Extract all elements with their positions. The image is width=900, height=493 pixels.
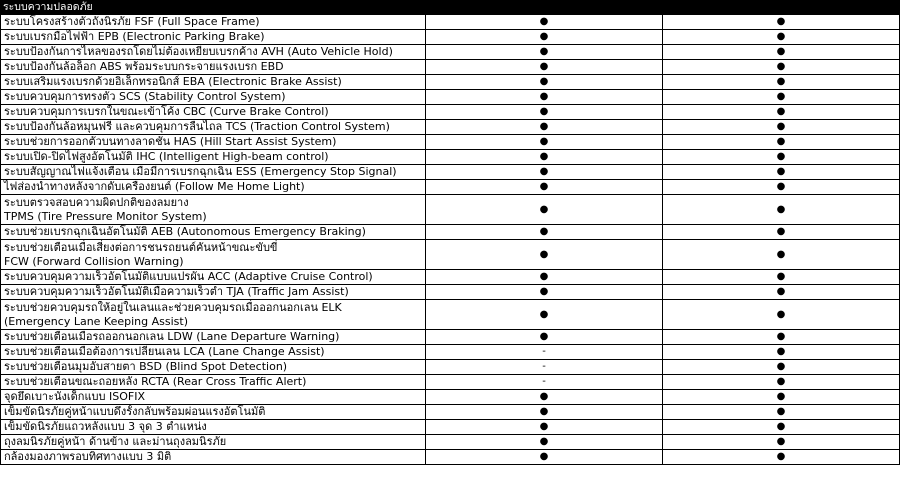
feature-name-cell — [1, 225, 426, 240]
section-title: ระบบความปลอดภัย — [0, 0, 900, 14]
feature-name-line: ระบบช่วยควบคุมรถให้อยู่ในเลนและช่วยควบคุมรถเมื่อออกนอกเลน ELK — [4, 300, 342, 314]
variant-2-value: ● — [663, 345, 900, 360]
variant-2-value: ● — [663, 105, 900, 120]
table-row — [1, 180, 900, 195]
feature-name-line: ระบบควบคุมความเร็วอัตโนมัติแบบแปรผัน ACC (Adaptive Cruise Control) — [4, 270, 373, 283]
variant-2-value: ● — [663, 45, 900, 60]
feature-name-line: ระบบป้องกันล้อหมุนฟรี และควบคุมการลื่นไถล TCS (Traction Control System) — [4, 120, 390, 133]
table-row — [1, 60, 900, 75]
feature-name-cell — [1, 360, 426, 375]
table-row — [1, 405, 900, 420]
table-row — [1, 45, 900, 60]
variant-1-value: - — [426, 360, 663, 375]
feature-name-line: ระบบช่วยเตือนขณะถอยหลัง RCTA (Rear Cross Traffic Alert) — [4, 375, 307, 388]
variant-2-value: ● — [663, 360, 900, 375]
table-row — [1, 90, 900, 105]
variant-2-value: ● — [663, 75, 900, 90]
variant-1-value: ● — [426, 450, 663, 465]
feature-name-line: กล้องมองภาพรอบทิศทางแบบ 3 มิติ — [4, 450, 172, 463]
safety-features-table — [0, 14, 900, 465]
feature-name-cell — [1, 180, 426, 195]
variant-1-value: ● — [426, 45, 663, 60]
variant-2-value: ● — [663, 285, 900, 300]
variant-1-value: ● — [426, 300, 663, 330]
variant-1-value: ● — [426, 225, 663, 240]
variant-2-value: ● — [663, 195, 900, 225]
variant-2-value: ● — [663, 270, 900, 285]
table-row — [1, 435, 900, 450]
variant-2-value: ● — [663, 450, 900, 465]
feature-name-cell — [1, 30, 426, 45]
feature-name-cell — [1, 60, 426, 75]
variant-2-value: ● — [663, 405, 900, 420]
table-row — [1, 300, 900, 330]
variant-2-value: ● — [663, 375, 900, 390]
feature-name-cell — [1, 345, 426, 360]
variant-1-value: ● — [426, 135, 663, 150]
variant-2-value: ● — [663, 435, 900, 450]
table-row — [1, 195, 900, 225]
variant-2-value: ● — [663, 420, 900, 435]
table-row — [1, 375, 900, 390]
variant-2-value: ● — [663, 150, 900, 165]
variant-1-value: ● — [426, 180, 663, 195]
variant-1-value: ● — [426, 195, 663, 225]
variant-1-value: ● — [426, 120, 663, 135]
feature-name-cell — [1, 105, 426, 120]
feature-name-line: (Emergency Lane Keeping Assist) — [4, 314, 189, 328]
feature-name-line: ระบบช่วยเบรกฉุกเฉินอัตโนมัติ AEB (Autonomous Emergency Braking) — [4, 225, 366, 238]
table-row — [1, 75, 900, 90]
table-row — [1, 285, 900, 300]
feature-name-line: ระบบเสริมแรงเบรกด้วยอิเล็กทรอนิกส์ EBA (Electronic Brake Assist) — [4, 75, 342, 88]
variant-2-value: ● — [663, 120, 900, 135]
variant-2-value: ● — [663, 90, 900, 105]
variant-2-value: ● — [663, 135, 900, 150]
feature-name-cell — [1, 195, 426, 225]
variant-1-value: ● — [426, 15, 663, 30]
feature-name-cell — [1, 420, 426, 435]
table-row — [1, 150, 900, 165]
variant-2-value: ● — [663, 165, 900, 180]
variant-1-value: ● — [426, 75, 663, 90]
variant-1-value: ● — [426, 390, 663, 405]
feature-name-cell — [1, 90, 426, 105]
feature-name-cell — [1, 75, 426, 90]
feature-name-line: ระบบสัญญาณไฟแจ้งเตือน เมื่อมีการเบรกฉุกเฉิน ESS (Emergency Stop Signal) — [4, 165, 397, 178]
feature-name-line: เข็มขัดนิรภัยแถวหลังแบบ 3 จุด 3 ตำแหน่ง — [4, 420, 207, 433]
feature-name-cell — [1, 120, 426, 135]
feature-name-cell — [1, 330, 426, 345]
feature-name-cell — [1, 300, 426, 330]
variant-2-value: ● — [663, 240, 900, 270]
table-row — [1, 390, 900, 405]
feature-name-cell — [1, 435, 426, 450]
variant-2-value: ● — [663, 15, 900, 30]
variant-1-value: - — [426, 345, 663, 360]
variant-2-value: ● — [663, 60, 900, 75]
feature-name-line: ระบบช่วยการออกตัวบนทางลาดชัน HAS (Hill Start Assist System) — [4, 135, 337, 148]
variant-1-value: ● — [426, 285, 663, 300]
table-row — [1, 135, 900, 150]
feature-name-line: ระบบป้องกันล้อล็อก ABS พร้อมระบบกระจายแรงเบรก EBD — [4, 60, 284, 73]
variant-1-value: - — [426, 375, 663, 390]
feature-name-cell — [1, 135, 426, 150]
variant-2-value: ● — [663, 300, 900, 330]
variant-1-value: ● — [426, 60, 663, 75]
feature-name-cell — [1, 390, 426, 405]
table-row — [1, 240, 900, 270]
feature-name-line: ระบบช่วยเตือนเมื่อรถออกนอกเลน LDW (Lane Departure Warning) — [4, 330, 340, 343]
feature-name-cell — [1, 165, 426, 180]
feature-name-line: ระบบช่วยเตือนมุมอับสายตา BSD (Blind Spot Detection) — [4, 360, 288, 373]
feature-name-line: ระบบโครงสร้างตัวถังนิรภัย FSF (Full Space Frame) — [4, 15, 260, 28]
table-row — [1, 15, 900, 30]
variant-2-value: ● — [663, 30, 900, 45]
table-row — [1, 120, 900, 135]
variant-1-value: ● — [426, 165, 663, 180]
table-row — [1, 30, 900, 45]
variant-1-value: ● — [426, 435, 663, 450]
variant-1-value: ● — [426, 150, 663, 165]
table-body — [1, 15, 900, 465]
feature-name-line: จุดยึดเบาะนั่งเด็กแบบ ISOFIX — [4, 390, 146, 403]
feature-name-cell — [1, 150, 426, 165]
table-row — [1, 360, 900, 375]
table-row — [1, 105, 900, 120]
feature-name-line: เข็มขัดนิรภัยคู่หน้าแบบดึงรั้งกลับพร้อมผ่อนแรงอัตโนมัติ — [4, 405, 266, 418]
variant-1-value: ● — [426, 30, 663, 45]
feature-name-line: ระบบช่วยเตือนเมื่อต้องการเปลี่ยนเลน LCA (Lane Change Assist) — [4, 345, 325, 358]
table-row — [1, 450, 900, 465]
feature-name-line: ระบบตรวจสอบความผิดปกติของลมยาง — [4, 195, 189, 209]
table-row — [1, 270, 900, 285]
feature-name-line: ระบบเปิด-ปิดไฟสูงอัตโนมัติ IHC (Intelligent High-beam control) — [4, 150, 329, 163]
variant-2-value: ● — [663, 390, 900, 405]
feature-name-line: FCW (Forward Collision Warning) — [4, 254, 184, 268]
feature-name-cell — [1, 270, 426, 285]
feature-name-cell — [1, 45, 426, 60]
feature-name-line: ไฟส่องนำทางหลังจากดับเครื่องยนต์ (Follow Me Home Light) — [4, 180, 305, 193]
variant-1-value: ● — [426, 330, 663, 345]
variant-1-value: ● — [426, 270, 663, 285]
variant-1-value: ● — [426, 405, 663, 420]
table-row — [1, 225, 900, 240]
table-row — [1, 330, 900, 345]
feature-name-cell — [1, 285, 426, 300]
feature-name-cell — [1, 240, 426, 270]
feature-name-line: ระบบป้องกันการไหลของรถโดยไม่ต้องเหยียบเบรกค้าง AVH (Auto Vehicle Hold) — [4, 45, 393, 58]
variant-2-value: ● — [663, 225, 900, 240]
feature-name-line: ระบบควบคุมการเบรกในขณะเข้าโค้ง CBC (Curve Brake Control) — [4, 105, 329, 118]
table-row — [1, 345, 900, 360]
variant-2-value: ● — [663, 330, 900, 345]
variant-1-value: ● — [426, 90, 663, 105]
feature-name-line: TPMS (Tire Pressure Monitor System) — [4, 209, 207, 223]
variant-1-value: ● — [426, 105, 663, 120]
table-row — [1, 420, 900, 435]
variant-2-value: ● — [663, 180, 900, 195]
variant-1-value: ● — [426, 240, 663, 270]
feature-name-line: ถุงลมนิรภัยคู่หน้า ด้านข้าง และม่านถุงลมนิรภัย — [4, 435, 227, 448]
feature-name-line: ระบบเบรกมือไฟฟ้า EPB (Electronic Parking Brake) — [4, 30, 265, 43]
feature-name-cell — [1, 375, 426, 390]
variant-1-value: ● — [426, 420, 663, 435]
feature-name-line: ระบบควบคุมการทรงตัว SCS (Stability Control System) — [4, 90, 286, 103]
feature-name-cell — [1, 15, 426, 30]
table-row — [1, 165, 900, 180]
feature-name-cell — [1, 405, 426, 420]
feature-name-line: ระบบควบคุมความเร็วอัตโนมัติเมื่อความเร็วต่ำ TJA (Traffic Jam Assist) — [4, 285, 349, 298]
feature-name-cell — [1, 450, 426, 465]
feature-name-line: ระบบช่วยเตือนเมื่อเสี่ยงต่อการชนรถยนต์คันหน้าขณะขับขี่ — [4, 240, 278, 254]
